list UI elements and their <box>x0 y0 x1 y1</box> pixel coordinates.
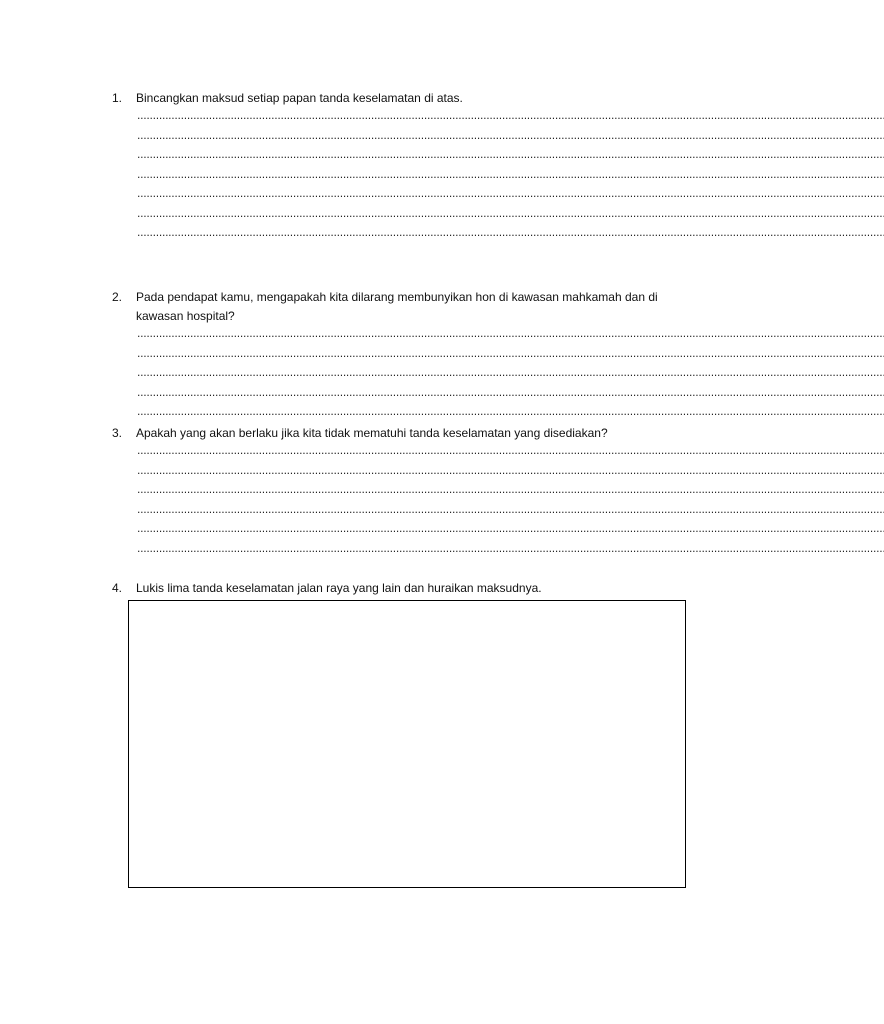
question-2-number: 2. <box>112 290 123 304</box>
answer-lines-1[interactable] <box>136 108 884 245</box>
question-1-heading <box>112 89 672 108</box>
question-3 <box>112 424 884 560</box>
answer-line[interactable]: ................................................................................................................................................................................................................................................ <box>136 170 884 181</box>
answer-line[interactable]: ................................................................................................................................................................................................................................................ <box>136 112 884 122</box>
answer-line[interactable]: ................................................................................................................................................................................................................................................ <box>136 209 884 220</box>
answer-line[interactable]: ................................................................................................................................................................................................................................................ <box>136 505 884 516</box>
question-1 <box>112 89 884 245</box>
answer-line[interactable]: ................................................................................................................................................................................................................................................ <box>136 466 884 477</box>
question-4-text: Lukis lima tanda keselamatan jalan raya yang lain dan huraikan maksudnya. <box>136 581 542 595</box>
question-4 <box>112 579 672 598</box>
answer-line[interactable]: ................................................................................................................................................................................................................................................ <box>136 190 884 200</box>
answer-line[interactable]: ................................................................................................................................................................................................................................................ <box>136 349 884 360</box>
answer-line[interactable]: ................................................................................................................................................................................................................................................ <box>136 330 884 340</box>
answer-line[interactable]: ................................................................................................................................................................................................................................................ <box>136 447 884 457</box>
question-2-text: Pada pendapat kamu, mengapakah kita dilarang membunyikan hon di kawasan mahkamah dan di kawasan hospital? <box>136 290 658 323</box>
answer-line[interactable]: ................................................................................................................................................................................................................................................ <box>136 486 884 496</box>
question-2-heading <box>112 288 672 326</box>
answer-line[interactable]: ................................................................................................................................................................................................................................................ <box>136 151 884 161</box>
question-1-number: 1. <box>112 91 123 105</box>
question-3-number: 3. <box>112 426 123 440</box>
answer-line[interactable]: ................................................................................................................................................................................................................................................ <box>136 388 884 399</box>
drawing-box[interactable] <box>128 600 686 888</box>
answer-line[interactable]: ................................................................................................................................................................................................................................................ <box>136 544 884 555</box>
answer-lines-2[interactable] <box>136 326 884 424</box>
answer-line[interactable]: ................................................................................................................................................................................................................................................ <box>136 408 884 418</box>
question-2 <box>112 288 884 424</box>
answer-lines-3[interactable] <box>136 443 884 560</box>
question-1-text: Bincangkan maksud setiap papan tanda keselamatan di atas. <box>136 91 463 105</box>
question-4-number: 4. <box>112 581 123 595</box>
question-3-heading <box>112 424 672 443</box>
answer-line[interactable]: ................................................................................................................................................................................................................................................ <box>136 131 884 142</box>
question-3-text: Apakah yang akan berlaku jika kita tidak mematuhi tanda keselamatan yang disediakan? <box>136 426 608 440</box>
question-4-heading <box>112 579 672 598</box>
answer-line[interactable]: ................................................................................................................................................................................................................................................ <box>136 525 884 535</box>
answer-line[interactable]: ................................................................................................................................................................................................................................................ <box>136 369 884 379</box>
answer-line[interactable]: ................................................................................................................................................................................................................................................ <box>136 229 884 239</box>
